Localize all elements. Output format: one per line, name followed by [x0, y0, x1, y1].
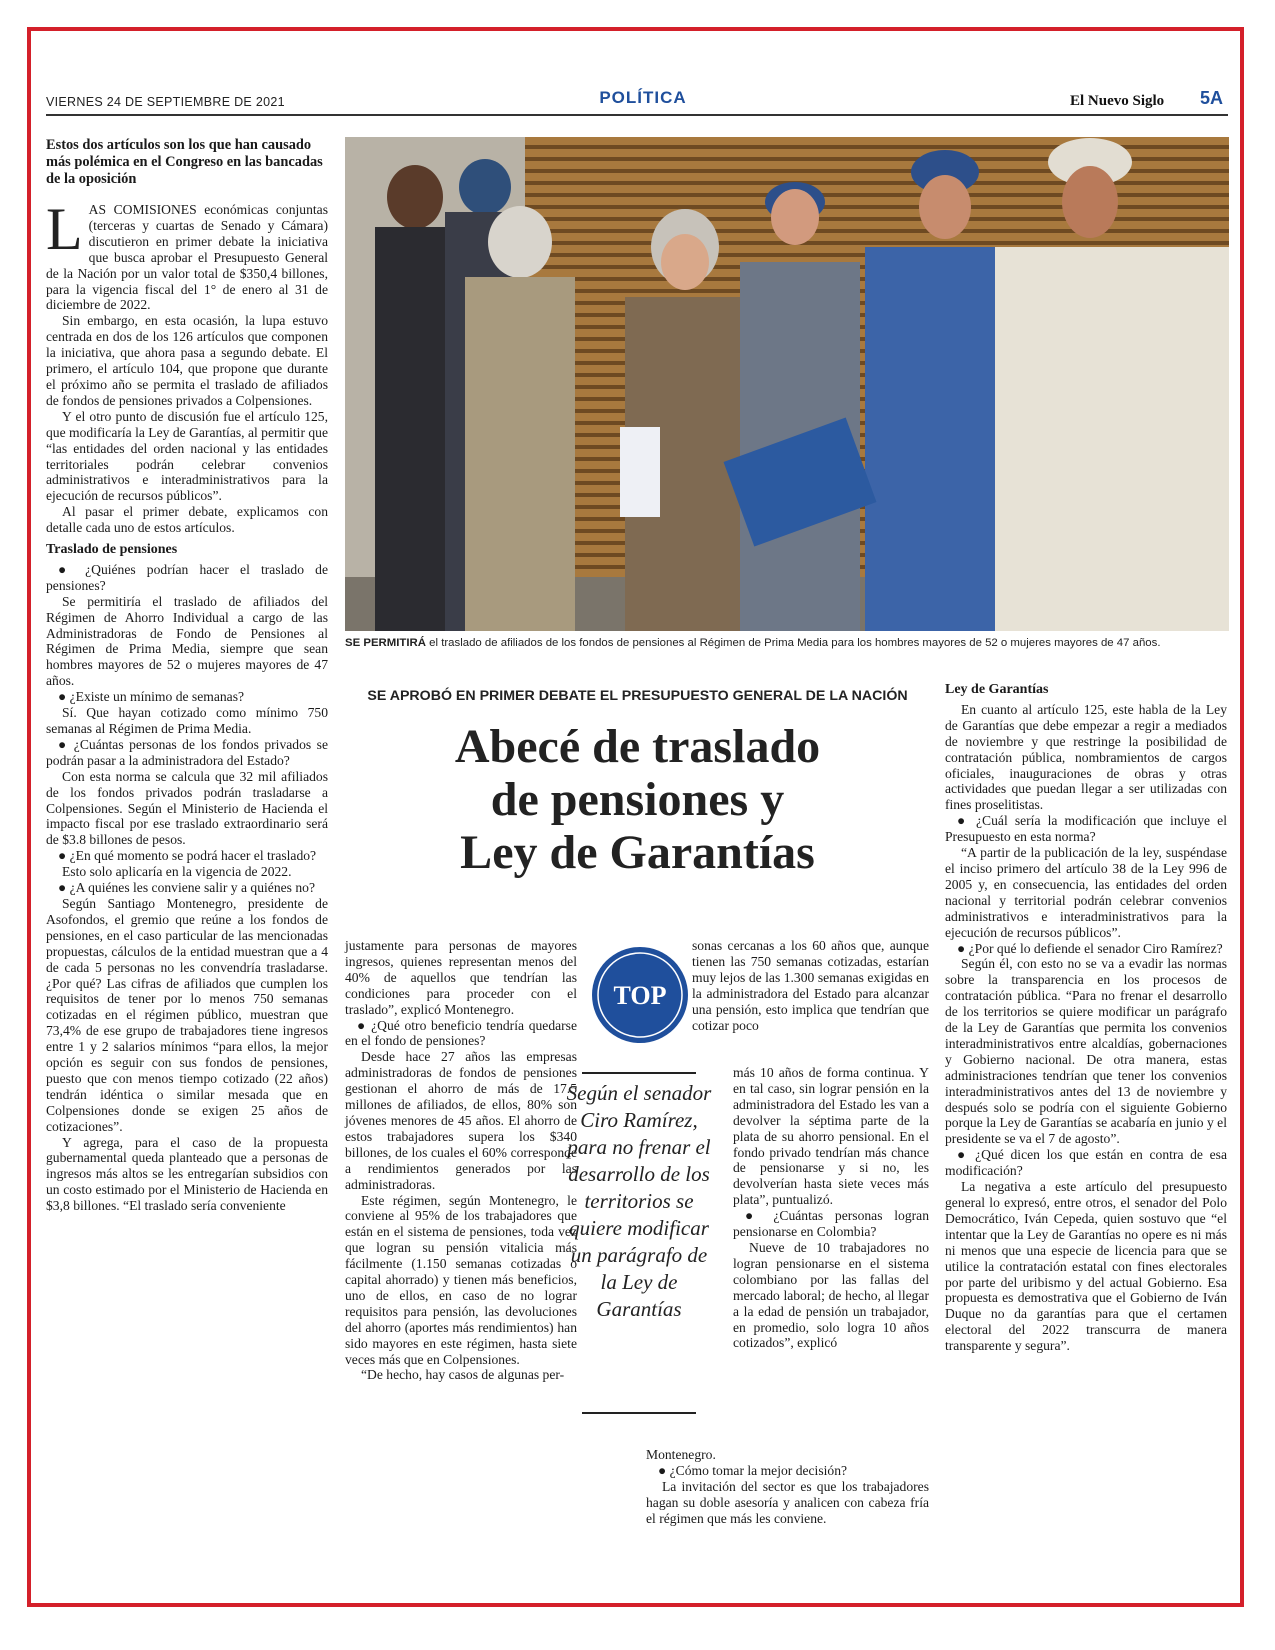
question: ● ¿Cuántas personas de los fondos privados se podrán pasar a la administradora del Estado?	[46, 736, 328, 768]
paragraph: Montenegro.	[646, 1447, 716, 1462]
top-badge	[590, 945, 690, 1045]
paragraph: En cuanto al artículo 125, este habla de la Ley de Garantías que debe empezar a regir a mediados de noviembre y que restringe la posibilidad de contratación pública, nombramientos de cargos oficiales, inauguraciones de obras y otras actividades que puedan llegar a ser utilizadas con fines proselitistas.	[945, 701, 1227, 813]
paragraph: Nueve de 10 trabajadores no logran pensionarse en el sistema colombiano por las fallas del mercado laboral; de hecho, al llegar a la edad de pensión un trabajador, en promedio, solo logra 10 años cotizados”, explicó	[733, 1239, 929, 1351]
question: ● ¿Cuántas personas logran pensionarse en Colombia?	[733, 1208, 929, 1240]
news-photo	[345, 137, 1229, 631]
headline	[345, 720, 930, 879]
pullquote-rule-bottom	[582, 1412, 696, 1414]
headline-line-3: Ley de Garantías	[460, 826, 815, 879]
paragraph: Esto solo aplicaría en la vigencia de 2022.	[62, 864, 292, 880]
header-rule	[46, 114, 1228, 116]
badge-label: TOP	[613, 981, 667, 1010]
column-4	[945, 682, 1227, 1354]
paragraph: Este régimen, según Montenegro, le conviene al 95% de los trabajadores que están en el sistema de pensiones, toda vez que logran su pensión vitalicia más fácilmente (1.150 semanas cotizadas o capital ahorrado) y tienen más beneficios, uno de ellos, en caso de no lograr requisitos para pensión, las devoluciones del ahorro (aportes más rendimientos) han sido mayores en este régimen, hasta siete veces más que en Colpensiones.	[345, 1192, 577, 1367]
headline-line-1: Abecé de traslado	[454, 720, 821, 773]
question: ● ¿Qué dicen los que están en contra de esa modificación?	[945, 1147, 1227, 1179]
caption-text: el traslado de afiliados de los fondos de pensiones al Régimen de Prima Media para los hombres mayores de 52 o mujeres mayores de 47 años.	[426, 637, 1161, 649]
column-3c	[646, 1447, 929, 1527]
paragraph: La invitación del sector es que los trabajadores hagan su doble asesoría y analicen con cabeza fría el régimen que más les conviene.	[646, 1478, 929, 1526]
question: ● ¿Existe un mínimo de semanas?	[58, 689, 245, 705]
kicker: SE APROBÓ EN PRIMER DEBATE EL PRESUPUESTO GENERAL DE LA NACIÓN	[367, 688, 908, 704]
section-title: POLÍTICA	[599, 88, 687, 107]
paragraph: Con esta norma se calcula que 32 mil afiliados de los fondos privados podrán trasladarse a Colpensiones. Según el Ministerio de Hacienda el impacto fiscal por ese traslado extraordinario será de $3.8 billones de pesos.	[46, 768, 328, 848]
subheading-ley-garantias: Ley de Garantías	[945, 682, 1049, 697]
paragraph: La negativa a este artículo del presupuesto general lo expresó, entre otros, el senador del Polo Democrático, Iván Cepeda, quien sostuvo que “el intentar que la Ley de Garantías no opere es ni más ni menos que una especie de licencia para que se utilice la contratación estatal con fines electorales por parte del uribismo y del actual Gobierno. Esa propuesta es demostrativa que el Gobierno de Iván Duque no da garantías para que el certamen electoral del 2022 transcurra de manera transparente y segura”.	[945, 1179, 1227, 1354]
column-1	[46, 137, 328, 1214]
paragraph: Desde hace 27 años las empresas administradoras de fondos de pensiones gestionan el ahorro de más de 17.5 millones de afiliados, de ellos, 80% son jóvenes menores de 45 años. El ahorro de estos trabajadores supera los $340 billones, de los cuales el 60% corresponde a rendimientos generados por las administradoras.	[345, 1049, 577, 1192]
question: ● ¿En qué momento se podrá hacer el traslado?	[58, 848, 317, 864]
paragraph: Sin embargo, en esta ocasión, la lupa estuvo centrada en dos de los 126 artículos que componen la iniciativa, que ahora pasa a segundo debate. El primero, el artículo 104, que propone que durante el próximo año se permita el traslado de afiliados de fondos de pensiones privados a Colpensiones.	[46, 313, 328, 408]
question: ● ¿Quiénes podrían hacer el traslado de pensiones?	[46, 561, 328, 593]
photo-caption	[345, 636, 1229, 651]
question: ● ¿Por qué lo defiende el senador Ciro Ramírez?	[957, 940, 1223, 956]
paragraph: Al pasar el primer debate, explicamos con detalle cada uno de estos artículos.	[46, 504, 328, 536]
drop-cap: L	[46, 196, 83, 262]
paragraph: “A partir de la publicación de la ley, suspéndase el inciso primero del artículo 38 de la Ley 996 de 2005 y, en consecuencia, las entidades del orden nacional y territorial podrán celebrar convenios administrativos e interadministrativos para la ejecución de recursos públicos”.	[945, 845, 1227, 940]
first-paragraph	[46, 196, 328, 313]
issue-date: VIERNES 24 DE SEPTIEMBRE DE 2021	[46, 95, 285, 109]
subheading-traslado: Traslado de pensiones	[46, 542, 178, 558]
lead-summary: Estos dos artículos son los que han causado más polémica en el Congreso en las bancadas de la oposición	[46, 137, 323, 187]
question: ● ¿A quiénes les conviene salir y a quiénes no?	[58, 880, 315, 896]
paragraph: Sí. Que hayan cotizado como mínimo 750 semanas al Régimen de Prima Media.	[46, 705, 328, 736]
question: ● ¿Cómo tomar la mejor decisión?	[658, 1462, 848, 1478]
paragraph: justamente para personas de mayores ingresos, quienes representan menos del 40% de aquellos que tendrían las condiciones para proceder con el traslado”, explicó Montenegro.	[345, 938, 577, 1017]
pull-quote: Según el senador Ciro Ramírez, para no frenar el desarrollo de los territorios se quiere modificar un parágrafo de la Ley de Garantías	[566, 1081, 712, 1321]
paragraph: Y el otro punto de discusión fue el artículo 125, que modificaría la Ley de Garantías, al permitir que “las entidades del orden nacional y las entidades territoriales podrán celebrar convenios administrativos e interadministrativos para la ejecución de recursos públicos”.	[46, 408, 328, 504]
paragraph: Y agrega, para el caso de la propuesta gubernamental queda planteado que a personas de ingresos más altos se les entregarían subsidios con un costo estimado por el Ministerio de Hacienda en $3,8 billones. “El traslado sería conveniente	[46, 1134, 328, 1214]
newspaper-name: El Nuevo Siglo	[1070, 93, 1165, 109]
headline-line-2: de pensiones y	[490, 773, 785, 826]
page-number: 5A	[1200, 88, 1224, 108]
paragraph: más 10 años de forma continua. Y en tal caso, sin lograr pensión en la administradora del Estado les van a devolver la séptima parte de la plata de su ahorro pensional. En el fondo privado tendrían más chance de pensionarse y si no, les devolverían hasta siete veces más plata”, puntualizó.	[733, 1065, 929, 1208]
caption-lead: SE PERMITIRÁ	[345, 637, 427, 649]
pullquote-rule-top	[582, 1072, 696, 1074]
question: ● ¿Cuál sería la modificación que incluye el Presupuesto en esta norma?	[945, 813, 1227, 845]
paragraph: Según él, con esto no se va a evadir las normas sobre la transparencia en los procesos de contratación pública. “Para no frenar el desarrollo de los territorios se quiere modificar un parágrafo de la Ley de Garantías que permita los convenios interadministrativos entre alcaldías, gobernaciones y Gobierno nacional. De otra manera, estas administraciones tendrían que tener los convenios interadministrativos antes del 13 de noviembre y después solo se podría con el siguiente Gobierno porque la Ley de Garantías se acabaría en junio y el presidente se va el 7 de agosto”.	[945, 956, 1227, 1147]
elderly-queue-photo	[345, 137, 1229, 631]
column-3a	[692, 938, 929, 1033]
paragraph: Se permitiría el traslado de afiliados del Régimen de Ahorro Individual a cargo de las Administradoras de Fondo de Pensiones al Régimen de Prima Media, siempre que sean hombres mayores de 52 o mujeres mayores de 47 años.	[46, 593, 328, 689]
column-2	[345, 938, 577, 1383]
question: ● ¿Qué otro beneficio tendría quedarse en el fondo de pensiones?	[345, 1017, 577, 1049]
column-3b	[733, 1065, 929, 1351]
paragraph-text: AS COMISIONES económicas conjuntas (terceras y cuartas de Senado y Cámara) discutieron en primer debate la iniciativa que busca aprobar el Presupuesto General de la Nación por un valor total de $350,4 billones, para la vigencia fiscal del 1° de enero al 31 de diciembre de 2022.	[46, 202, 328, 313]
paragraph: Según Santiago Montenegro, presidente de Asofondos, el gremio que reúne a los fondos de pensiones, en el caso particular de las mencionadas propuestas, cálculos de la entidad muestran que a 4 de cada 5 personas no les convendría trasladarse. ¿Por qué? Las cifras de afiliados que cumplen los requisitos de tener por lo menos 750 semanas cotizadas en el régimen público, muestran que 73,4% de ese grupo de trabajadores tiene ingresos entre 1 y 2 salarios mínimos “para ellos, la mejor opción es seguir con sus fondos de pensiones, puesto que con menos tiempo cotizado (22 años) tendrán idéntica o similar mesada que en Colpensiones donde se exigen 25 años de cotizaciones”.	[46, 895, 328, 1134]
paragraph: sonas cercanas a los 60 años que, aunque tienen las 750 semanas cotizadas, estarían muy lejos de las 1.300 semanas exigidas en la administradora del Estado para alcanzar una pensión, esto implica que tendrían que cotizar poco	[692, 938, 929, 1033]
paragraph: “De hecho, hay casos de algunas per-	[361, 1367, 565, 1383]
